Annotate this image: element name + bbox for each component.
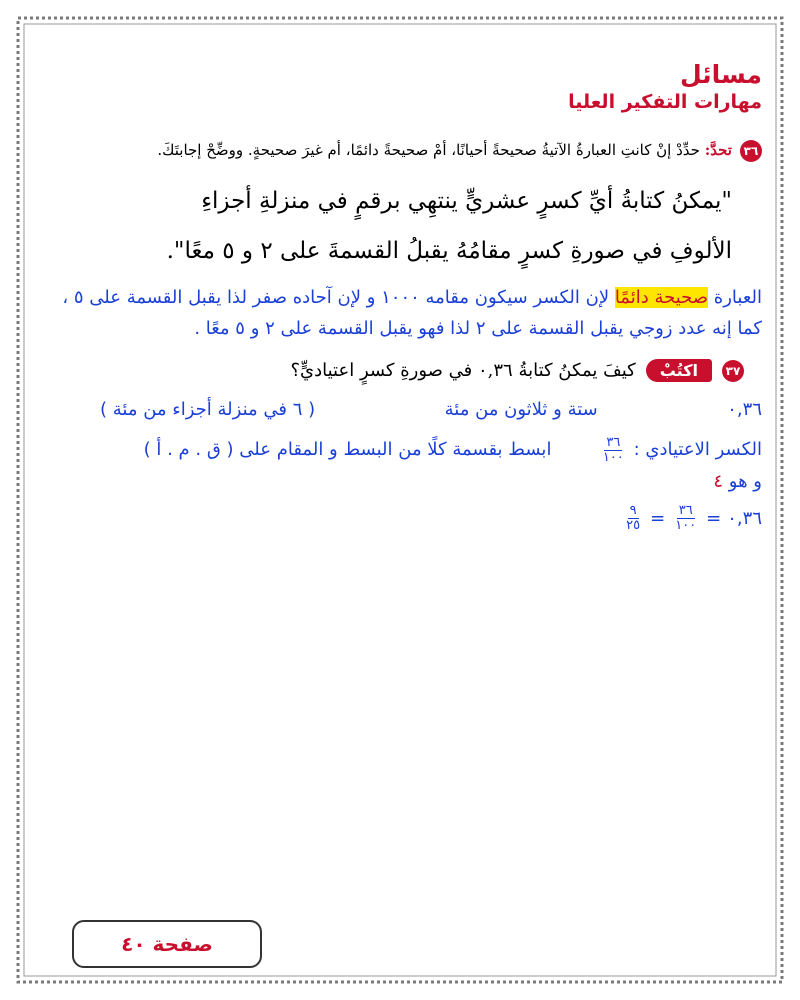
fraction-36-100 xyxy=(603,436,624,465)
decimal-value: ٠,٣٦ xyxy=(727,399,762,420)
quote-line-1: "يمكنُ كتابةُ أيِّ كسرٍ عشريٍّ ينتهِي برقمٍ في منزلةِ أجزاءِ xyxy=(201,188,732,214)
equals-sign: = xyxy=(650,508,666,529)
fraction-label: الكسر الاعتيادي : xyxy=(633,439,762,460)
question-number-badge: ٣٦ xyxy=(740,140,762,162)
question-37-prompt: كيفَ يمكنُ كتابةُ ٠,٣٦ في صورةِ كسرٍ اعتياديٍّ؟ xyxy=(290,359,636,381)
statement-quote xyxy=(40,176,732,276)
equation-fraction-36-100 xyxy=(675,504,696,533)
answer-36 xyxy=(40,282,762,344)
eq-denominator-1: ٢٥ xyxy=(626,518,641,533)
question-36-text xyxy=(157,138,732,162)
simplify-note: ابسط بقسمة كلًا من البسط و المقام على ( ق . م . أ ) xyxy=(143,439,552,460)
answer-37-row-2 xyxy=(40,434,762,466)
answer-prefix: العبارة xyxy=(708,287,762,308)
question-36 xyxy=(40,138,762,162)
answer-explanation: لإن الكسر سيكون مقامه ١٠٠٠ و لإن آحاده صفر لذا يقبل القسمة على ٥ ، كما إنه عدد زوجي يقبل القسمة على ٢ لذا فهو يقبل القسمة على ٢ و ٥ معًا . xyxy=(62,287,762,339)
quote-line-2: الألوفِ في صورةِ كسرٍ مقامُهُ يقبلُ القسمةَ على ٢ و ٥ معًا". xyxy=(166,238,732,264)
equation-line xyxy=(40,504,762,533)
gcf-line xyxy=(40,466,762,498)
section-subtitle: مهارات التفكير العليا xyxy=(568,91,762,113)
question-37 xyxy=(40,358,762,382)
equation-decimal: ٠,٣٦ xyxy=(727,508,762,529)
challenge-label: تحدَّ: xyxy=(704,141,732,159)
gcf-prefix: و هو xyxy=(723,471,762,492)
page-number-label: صفحة ٤٠ xyxy=(121,932,213,956)
write-badge: اكتُبْ xyxy=(646,359,712,382)
equals-sign: = xyxy=(706,508,722,529)
answer-highlight: صحيحة دائمًا xyxy=(614,287,709,308)
place-value-note: ( ٦ في منزلة أجزاء من مئة ) xyxy=(100,399,316,420)
eq-denominator-2: ١٠٠ xyxy=(675,518,697,533)
page-number-box xyxy=(72,920,262,968)
section-title: مسائل xyxy=(679,60,762,89)
equation-fraction-9-25 xyxy=(626,504,640,533)
fraction-denominator: ١٠٠ xyxy=(602,449,624,465)
question-number-badge: ٣٧ xyxy=(722,360,744,382)
fraction-numerator: ٣٦ xyxy=(606,434,621,450)
content xyxy=(40,60,762,533)
eq-numerator-1: ٩ xyxy=(629,503,637,518)
question-36-prompt: حدِّدْ إنْ كانتِ العبارةُ الآتيةُ صحيحةً أحيانًا، أمْ صحيحةً دائمًا، أم غيرَ صحيحةٍ. ووضِّحْ إجابتَكَ. xyxy=(157,141,700,159)
eq-numerator-2: ٣٦ xyxy=(678,503,693,518)
gcf-value: ٤ xyxy=(713,471,724,492)
decimal-words: ستة و ثلاثون من مئة xyxy=(444,399,598,420)
answer-37-row-1 xyxy=(40,394,762,426)
